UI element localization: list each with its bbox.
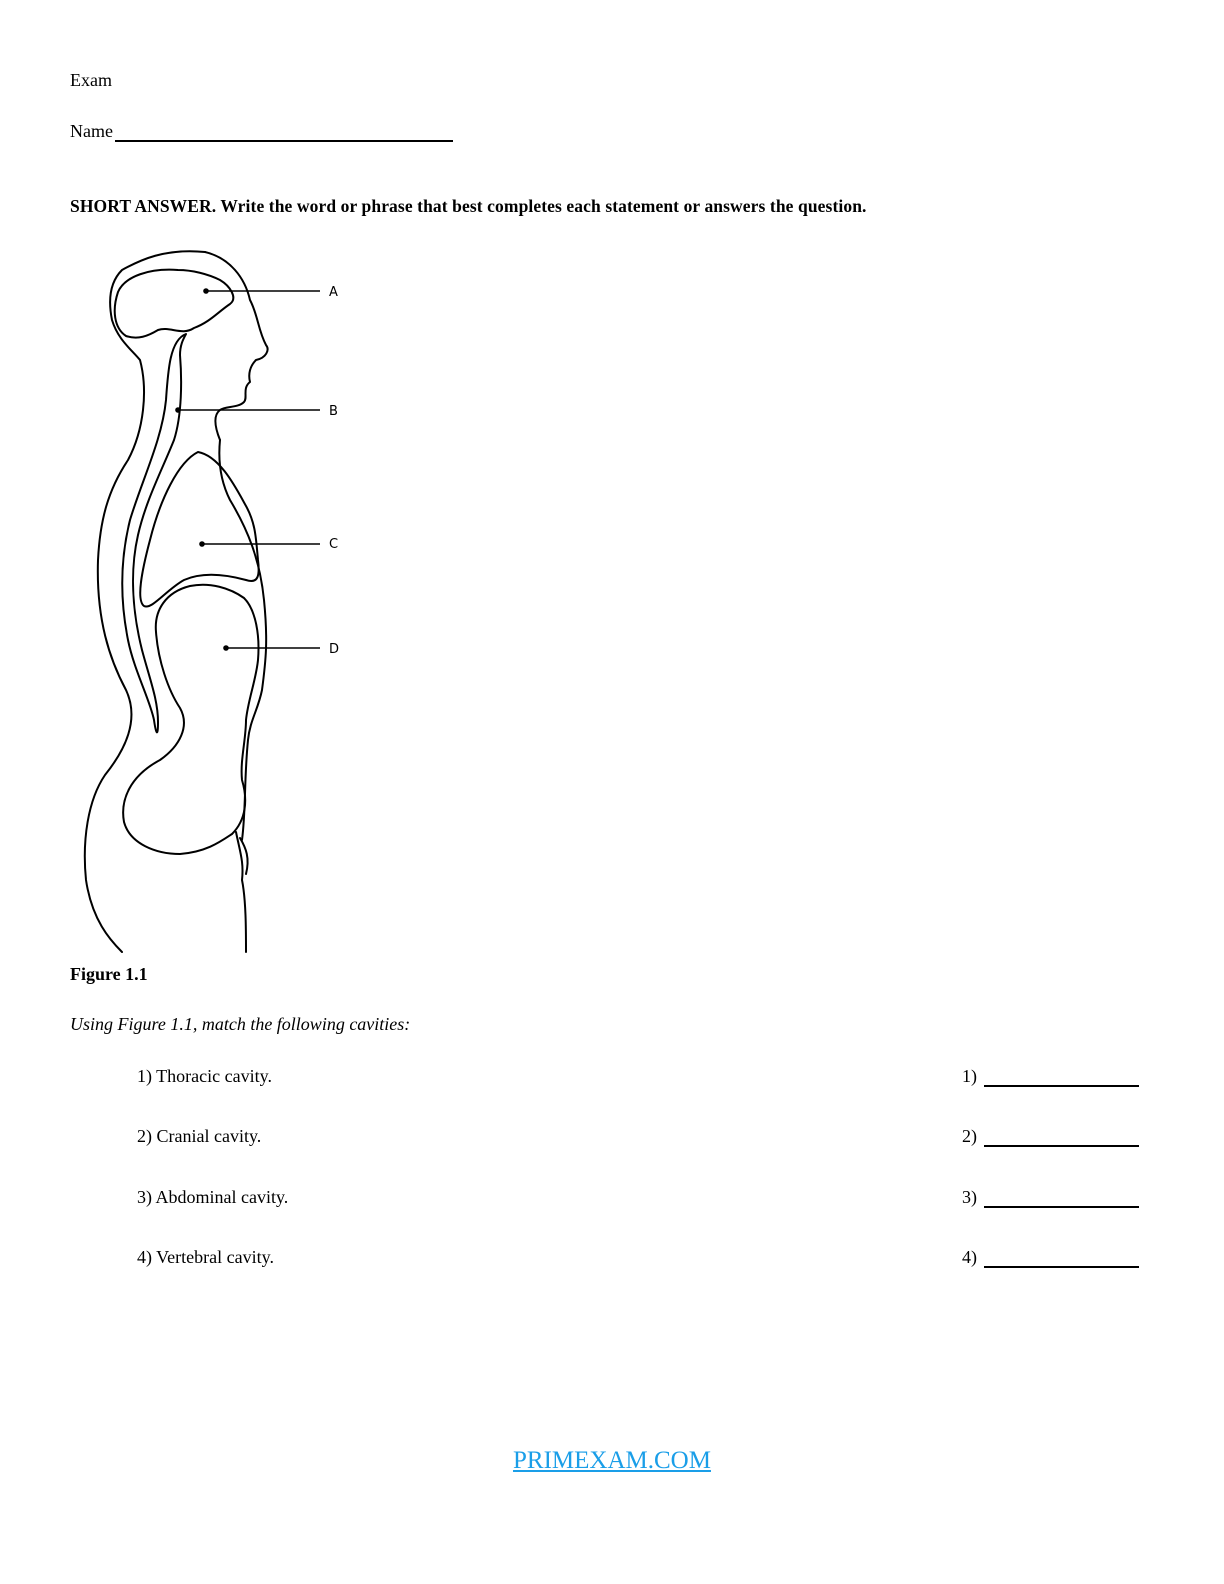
question-3: 3) Abdominal cavity. [137,1187,289,1207]
figure-label-d: D [329,642,340,657]
answer-blank-4[interactable] [984,1248,1139,1268]
point-a [203,288,209,294]
question-4: 4) Vertebral cavity. [137,1247,274,1267]
answer-number-4: 4) [962,1247,977,1267]
instructions: SHORT ANSWER. Write the word or phrase that best completes each statement or answers the question. [70,196,867,216]
body-outline-thigh [236,832,246,952]
question-2: 2) Cranial cavity. [137,1126,262,1146]
answer-blank-3[interactable] [984,1188,1139,1208]
answer-blank-2[interactable] [984,1127,1139,1147]
question-1: 1) Thoracic cavity. [137,1066,272,1086]
answer-2 [962,1126,1139,1147]
name-field[interactable] [115,122,453,142]
point-c [199,541,205,547]
figure-label-a: A [329,285,338,300]
figure-label-b: B [329,404,338,419]
answer-blank-1[interactable] [984,1067,1139,1087]
point-d [223,645,229,651]
vertebral-cavity-outer [122,334,186,732]
name-row [70,121,453,142]
answer-1 [962,1066,1139,1087]
cranial-cavity [115,270,234,338]
answer-number-3: 3) [962,1187,977,1207]
point-b [175,407,181,413]
name-label: Name [70,121,113,141]
answer-number-1: 1) [962,1066,977,1086]
exam-title: Exam [70,70,112,90]
body-cavities-figure [70,240,370,960]
answer-number-2: 2) [962,1126,977,1146]
answer-4 [962,1247,1139,1268]
body-outline-front [205,252,268,440]
question-prompt: Using Figure 1.1, match the following cavities: [70,1014,411,1034]
footer-link[interactable]: PRIMEXAM.COM [513,1447,711,1474]
figure-caption: Figure 1.1 [70,964,148,984]
abdominal-cavity [123,585,258,854]
answer-3 [962,1187,1139,1208]
figure-label-c: C [329,537,339,552]
